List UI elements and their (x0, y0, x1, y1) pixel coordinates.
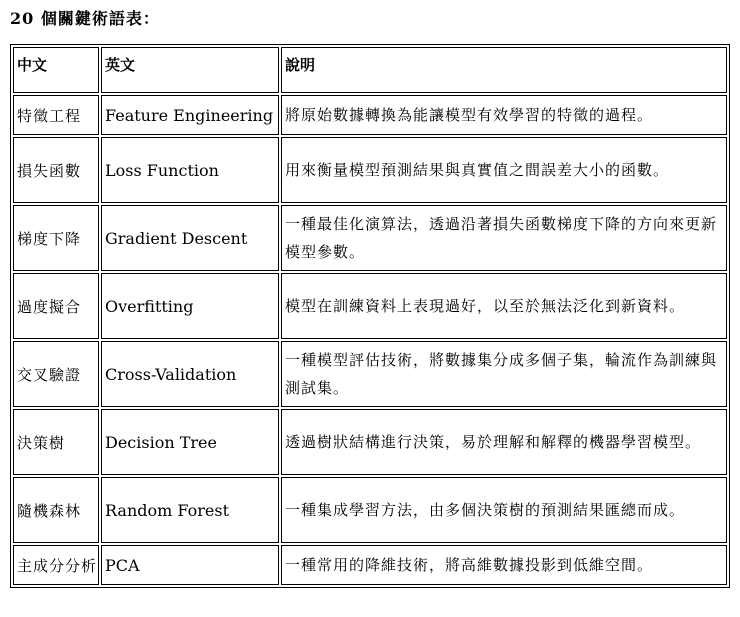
header-chinese: 中文 (13, 47, 99, 93)
term-chinese: 決策樹 (13, 409, 99, 475)
term-chinese: 隨機森林 (13, 477, 99, 543)
term-chinese: 梯度下降 (13, 205, 99, 271)
document-title: 20 個關鍵術語表： (10, 9, 160, 28)
table-row (13, 273, 727, 339)
term-description: 將原始數據轉換為能讓模型有效學習的特徵的過程。 (281, 95, 727, 135)
term-english: Feature Engineering (101, 95, 279, 135)
term-chinese: 特徵工程 (13, 95, 99, 135)
header-english: 英文 (101, 47, 279, 93)
term-description: 模型在訓練資料上表現過好，以至於無法泛化到新資料。 (281, 273, 727, 339)
table-row (13, 477, 727, 543)
term-english: Overfitting (101, 273, 279, 339)
term-english: Decision Tree (101, 409, 279, 475)
table-row (13, 205, 727, 271)
term-chinese: 損失函數 (13, 137, 99, 203)
term-description: 一種最佳化演算法，透過沿著損失函數梯度下降的方向來更新模型參數。 (281, 205, 727, 271)
term-description: 一種模型評估技術，將數據集分成多個子集，輪流作為訓練與測試集。 (281, 341, 727, 407)
term-description: 用來衡量模型預測結果與真實值之間誤差大小的函數。 (281, 137, 727, 203)
term-chinese: 交叉驗證 (13, 341, 99, 407)
term-chinese: 過度擬合 (13, 273, 99, 339)
term-english: Gradient Descent (101, 205, 279, 271)
term-chinese: 主成分分析 (13, 545, 99, 585)
table-row (13, 95, 727, 135)
table-row (13, 409, 727, 475)
term-english: Cross-Validation (101, 341, 279, 407)
term-english: Loss Function (101, 137, 279, 203)
term-english: Random Forest (101, 477, 279, 543)
term-english: PCA (101, 545, 279, 585)
term-description: 一種集成學習方法，由多個決策樹的預測結果匯總而成。 (281, 477, 727, 543)
header-description: 說明 (281, 47, 727, 93)
glossary-table (10, 44, 730, 588)
table-row (13, 545, 727, 585)
table-row (13, 137, 727, 203)
table-header-row (13, 47, 727, 93)
term-description: 一種常用的降維技術，將高維數據投影到低維空間。 (281, 545, 727, 585)
term-description: 透過樹狀結構進行決策，易於理解和解釋的機器學習模型。 (281, 409, 727, 475)
table-row (13, 341, 727, 407)
